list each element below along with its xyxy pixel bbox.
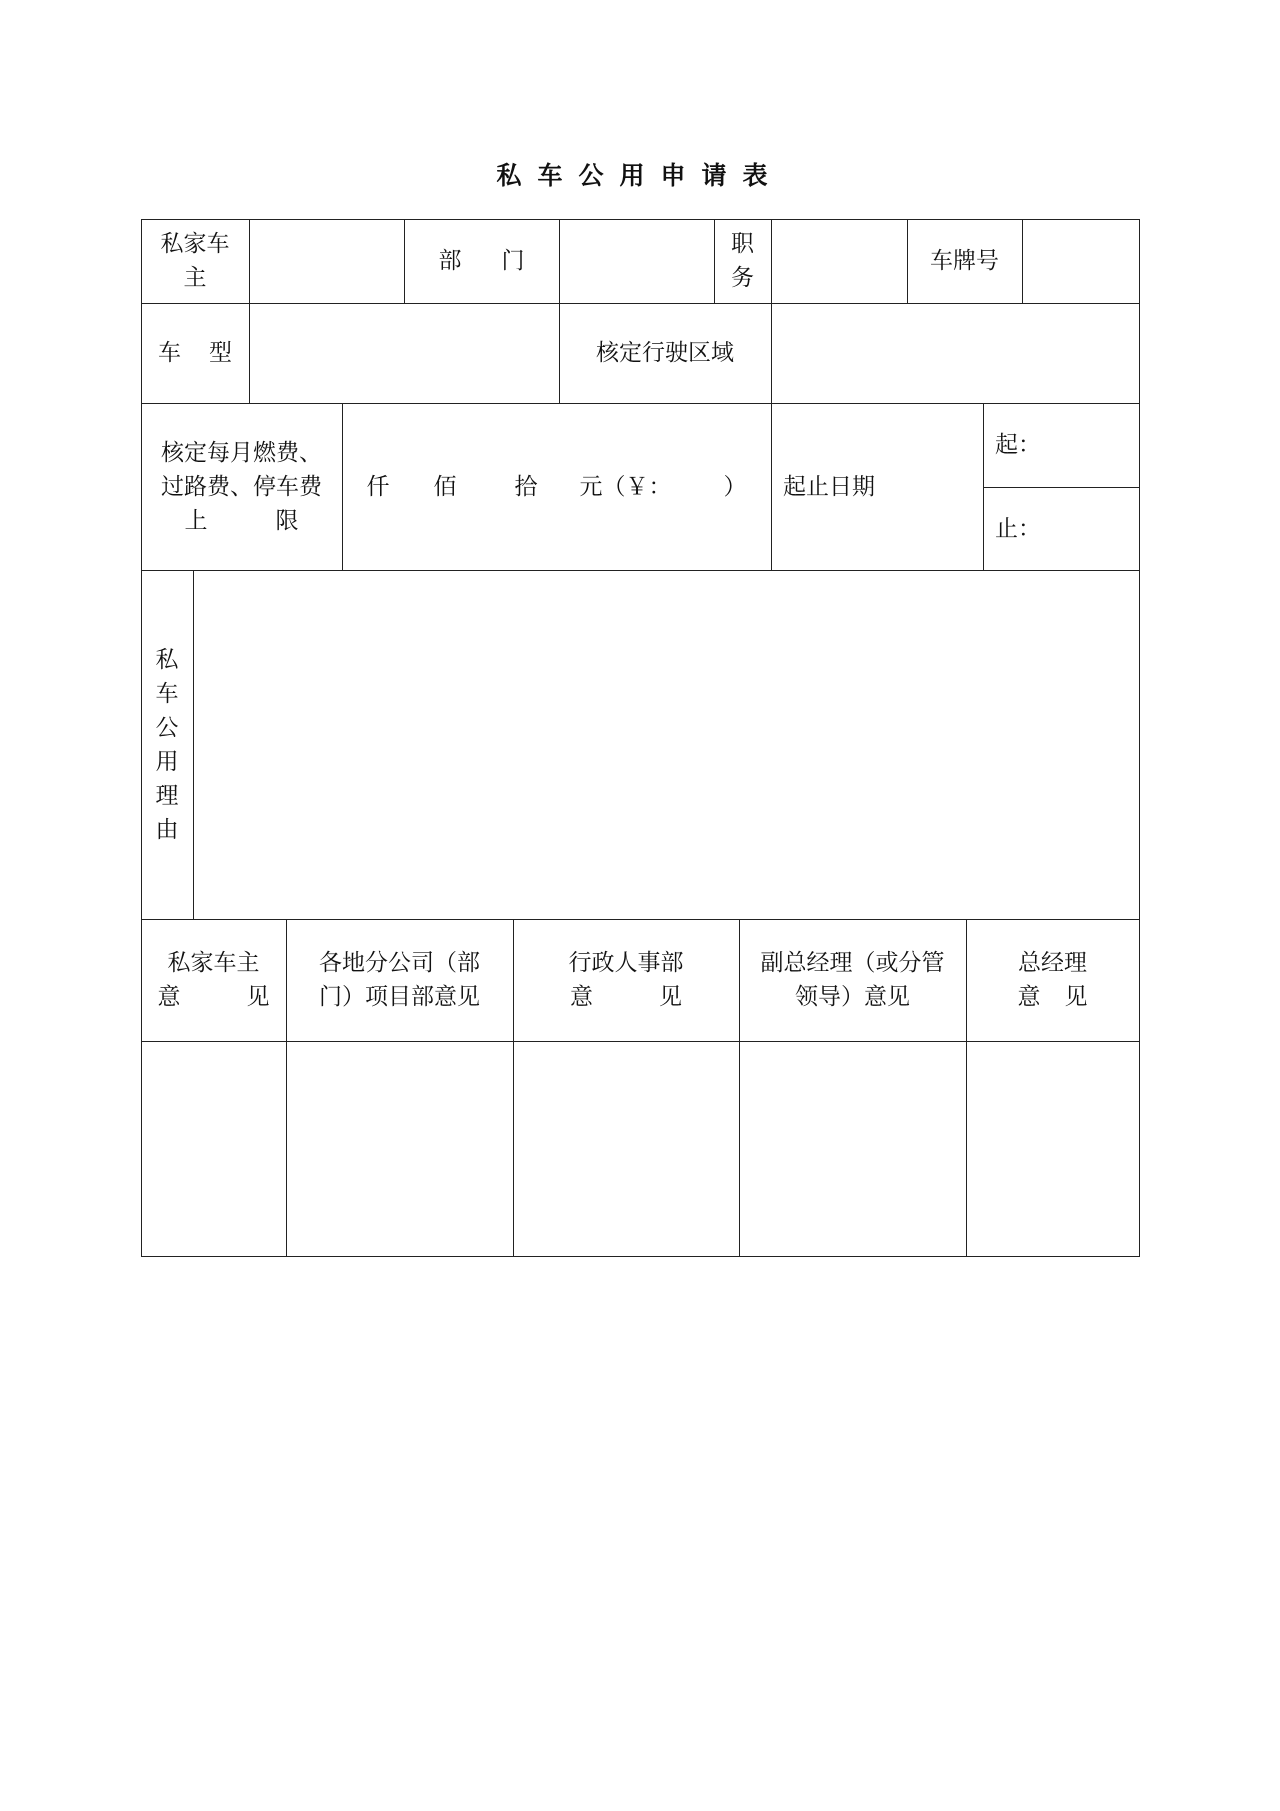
gm-opinion-input[interactable] [966,1041,1139,1256]
model-input[interactable] [249,303,559,403]
owner-label: 私家车 主 [160,231,230,291]
end-date-field[interactable]: 止： [995,515,1041,542]
region-input[interactable] [771,303,1139,403]
plate-input[interactable] [1022,219,1139,303]
start-date-field[interactable]: 起： [995,432,1041,458]
hr-opinion-label: 行政人事部 意 见 [568,950,684,1010]
amount-field[interactable]: 仟 佰 拾 元（￥： ） [366,473,747,500]
department-input[interactable] [559,219,714,303]
period-label: 起止日期 [783,473,875,500]
position-input[interactable] [771,219,907,303]
reason-input[interactable] [193,570,1139,919]
model-label: 车 型 [158,340,232,366]
cost-limit-label: 核定每月燃费、 过路费、停车费 上 限 [161,439,322,534]
table-border-bottom [141,1256,1139,1257]
department-label: 部 门 [438,248,525,274]
region-label: 核定行驶区域 [596,340,734,366]
owner-opinion-label: 私家车主 意 见 [157,950,270,1010]
position-label: 职 务 [731,231,754,291]
hr-opinion-input[interactable] [513,1041,739,1256]
plate-label: 车牌号 [930,248,999,274]
vp-opinion-label: 副总经理（或分管 领导）意见 [760,950,945,1010]
branch-opinion-label: 各地分公司（部 门）项目部意见 [319,950,480,1010]
gm-opinion-label: 总经理 意 见 [1017,950,1088,1010]
branch-opinion-input[interactable] [286,1041,513,1256]
owner-opinion-input[interactable] [141,1041,286,1256]
page-title: 私车公用申请表 [496,161,784,190]
reason-label: 私 车 公 用 理 由 [155,646,179,843]
table-border-right [1139,219,1140,1257]
owner-input[interactable] [249,219,404,303]
vp-opinion-input[interactable] [739,1041,966,1256]
